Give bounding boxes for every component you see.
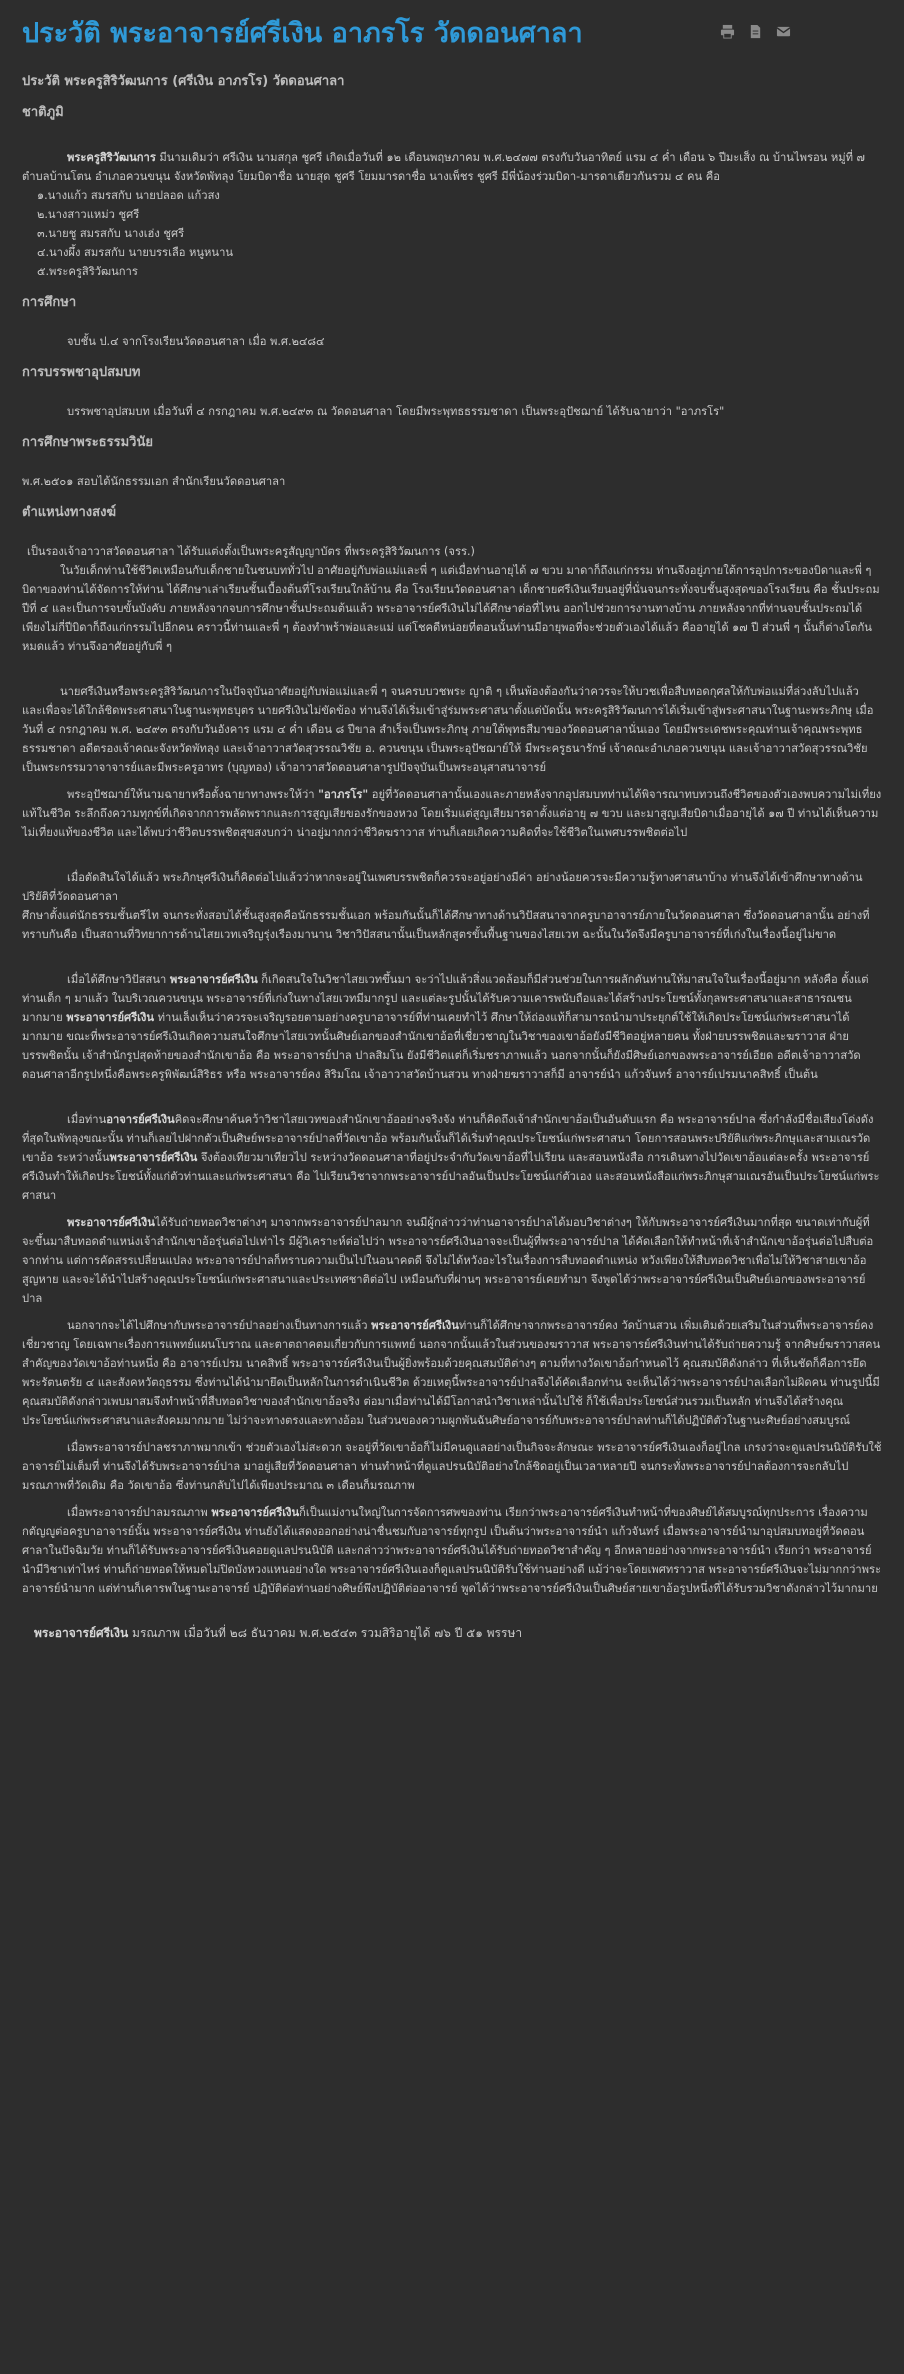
body-paragraph: เมื่อตัดสินใจได้แล้ว พระภิกษุศรีเงินก็คิดต่อไปแล้วว่าหากจะอยู่ในเพศบรรพชิตก็ควรจะอยู่อย่างมีค่า อย่างน้อยควรจะมีความรู้ทางศาสนาบ้าง ท่านจึงได้เข้าศึกษาทางด้านปริยัติที่วัดดอนศาลา [22, 871, 863, 903]
body-paragraph: ศึกษาตั้งแต่นักธรรมชั้นตรีไท จนกระทั่งสอบได้ชั้นสูงสุดคือนักธรรมชั้นเอก พร้อมกันนั้นก็ได้ศึกษาทางด้านวิปัสสนาจากครูบาอาจารย์ภายในวัดดอนศาลา ซึ่งวัดดอนศาลานั้น อย่างที่ทราบกันคือ เป็นสถานที่วิทยาการด้านไสยเวทเจริญรุ่งเรืองมานาน วิชาวิปัสสนานั้นเป็นหลักสูตรขั้นพื้นฐานของไสยเวท ฉะนั้นในวัดจึงมีครูบาอาจารย์ที่เก่งในเรื่องนี้อยู่ไม่ขาด [22, 909, 870, 941]
section-heading-position: ตำแหน่งทางสงฆ์ [22, 505, 117, 520]
death-paragraph: พระอาจารย์ศรีเงิน มรณภาพ เมื่อวันที่ ๒๘ ธันวาคม พ.ศ.๒๕๔๓ รวมสิริอายุได้ ๗๖ ปี ๕๑ พรรษา [34, 1626, 523, 1640]
pdf-icon[interactable] [746, 22, 764, 40]
body-paragraph: พระอาจารย์ศรีเงินได้รับถ่ายทอดวิชาต่างๆ มาจากพระอาจารย์ปาลมาก จนมีผู้กล่าวว่าท่านอาจารย์ปาลได้มอบวิชาต่างๆ ให้กับพระอาจารย์ศรีเงินมากที่สุด ขนาดเท่ากับผู้ที่จะขึ้นมาสืบทอดตำแหน่งเจ้าสำนักเขาอ้อรุ่นต่อไปเท่าไร มีผู้วิเคราะห์ต่อไปว่า พระอาจารย์ศรีเงินอาจจะเป็นผู้ที่พระอาจารย์ปาล ได้คัดเลือกให้ทำหน้าที่เจ้าสำนักเขาอ้อรุ่นต่อไปสืบต่อจากท่าน แต่การคัดสรรเปลี่ยนแปลง พระอาจารย์ปาลก็ทราบความเป็นไปในอนาคตดี จึงไม่ได้หวังอะไรในเรื่องการสืบทอดตำแหน่ง หวังเพียงให้สืบทอดวิชาเพื่อไม่ให้วิชาสายเขาอ้อสูญหาย และจะได้นำไปสร้างคุณประโยชน์แก่พระศาสนาและประเทศชาติต่อไป เหมือนกับที่ผ่านๆ พระอาจารย์เคยทำมา จึงพูดได้ว่าพระอาจารย์ศรีเงินเป็นศิษย์เอกของพระอาจารย์ปาล [22, 1216, 874, 1305]
body-paragraph: เมื่อพระอาจารย์ปาลชราภาพมากเข้า ช่วยตัวเองไม่สะดวก จะอยู่ที่วัดเขาอ้อก็ไม่มีคนดูแลอย่างเป็นกิจจะลักษณะ พระอาจารย์ศรีเงินเองก็อยู่ไกล เกรงว่าจะดูแลปรนนิบัติรับใช้อาจารย์ไม่เต็มที่ ท่านจึงได้รับพระอาจารย์ปาล มาอยู่เสียที่วัดดอนศาลา ท่านทำหน้าที่ดูแลปรนนิบัติอย่างใกล้ชิดอยู่เป็นเวลาหลายปี จนกระทั่งพระอาจารย์ปาลต้องการจะกลับไปมรณภาพที่วัดเดิม คือ วัดเขาอ้อ ซึ่งท่านกลับไปได้เพียงประมาณ ๓ เดือนก็มรณภาพ [22, 1441, 882, 1492]
siblings-list [37, 186, 882, 281]
list-item: ๕.พระครูสิริวัฒนการ [37, 265, 138, 278]
list-item: ๔.นางผึ้ง สมรสกับ นายบรรเลือ หนูหนาน [37, 246, 233, 259]
education-paragraph: จบชั้น ป.๔ จากโรงเรียนวัดดอนศาลา เมื่อ พ.ศ.๒๔๘๔ [67, 335, 325, 348]
section-heading-ordination: การบรรพชาอุปสมบท [22, 365, 141, 380]
byline: ประวัติ พระครูสิริวัฒนการ (ศรีเงิน อาภรโร) วัดดอนศาลา [22, 74, 345, 89]
body-paragraph: นอกจากจะได้ไปศึกษากับพระอาจารย์ปาลอย่างเป็นทางการแล้ว พระอาจารย์ศรีเงินท่านก็ได้ศึกษาจากพระอาจารย์คง วัดบ้านสวน เพิ่มเติมด้วยเสริมในส่วนที่พระอาจารย์คงเชี่ยวชาญ โดยเฉพาะเรื่องการแพทย์แผนโบราณ และตาตถาคตมเกี่ยวกับการแพทย์ นอกจากนั้นแล้วในส่วนของฆราวาส พระอาจารย์ศรีเงินท่านได้รับถ่ายความรู้ จากศิษย์ฆราวาสคนสำคัญของวัดเขาอ้อท่านหนึ่ง คือ อาจารย์เปรม นาคสิทธิ์ พระอาจารย์ศรีเงินเป็นผู้ยิ่งพร้อมด้วยคุณสมบัติต่างๆ ตามที่ทางวัดเขาอ้อกำหนดไว้ คุณสมบัติดังกล่าว ที่เห็นชัดก็คือการยึดพระรัตนตรัย ๔ และสังคหวัตถุธรรม ซึ่งท่านได้นำมายึดเป็นหลักในการดำเนินชีวิต ด้วยเหตุนี้พระอาจารย์ปาลจึงได้คัดเลือกท่าน จะเห็นได้ว่าพระอาจารย์ปาลเลือกไม่ผิดคน ท่านรูปนี้มีคุณสมบัติดังกล่าวเพบมาสมจึงทำหน้าที่สืบทอดวิชาของสำนักเขาอ้อจริง ต่อมาเมื่อท่านได้มีโอกาสนำวิชาเหล่านั้นไปใช้ ก็ใช้เพื่อประโยชน์ส่วนรวมเป็นหลัก ท่านจึงได้สร้างคุณประโยชน์แก่พระศาสนาและสังคมมากมาย ไม่ว่าจะทางตรงและทางอ้อม ในส่วนของความผูกพันฉันศิษย์อาจารย์กับพระอาจารย์ปาลท่านก็ได้ปฏิบัติตัวในฐานะศิษย์อย่างสมบูรณ์ [22, 1319, 881, 1427]
article-header [22, 8, 882, 62]
body-paragraph: นายศรีเงินหรือพระครูสิริวัฒนการในปัจจุบันอาศัยอยู่กับพ่อแม่และพี่ ๆ จนครบบวชพระ ญาติ ๆ เห็นพ้องต้องกันว่าควรจะให้บวชเพื่อสืบทอดกุศลให้กับพ่อแม่ที่ล่วงลับไปแล้ว และเพื่อจะได้ใกล้ชิดพระศาสนาในฐานะพุทธบุตร นายศรีเงินไม่ขัดข้อง ท่านจึงได้เริ่มเข้าสู่ร่มพระศาสนาตั้งแต่บัดนั้น พระครูสิริวัฒนการได้เริ่มเข้าสู่พระศาสนาในฐานะพระภิกษุ เมื่อวันที่ ๔ กรกฎาคม พ.ศ. ๒๔๙๓ ตรงกับวันอังคาร แรม ๔ ค่ำ เดือน ๘ ปีขาล สำเร็จเป็นพระภิกษุ ภายใต้พุทธสีมาของวัดดอนศาลานั่นเอง โดยมีพระเดชพระคุณท่านเจ้าคุณพระพุทธธรรมชาดา อดีตรองเจ้าคณะจังหวัดพัทลุง และเจ้าอาวาสวัดสุวรรณวิชัย อ. ควนขนุน เป็นพระอุปัชฌาย์ให้ มีพระครูธนารักษ์ เจ้าคณะอำเภอควนขนุน และเจ้าอาวาสวัดสุวรรณวิชัย เป็นพระกรรมวาจาจารย์และมีพระครูอาทร (บุญทอง) เจ้าอาวาสวัดดอนศาลารูปปัจจุบันเป็นพระอนุสาสนาจารย์ [22, 685, 874, 774]
print-icon[interactable] [718, 22, 736, 40]
subject-name: พระครูสิริวัฒนการ [67, 151, 156, 164]
ordination-paragraph: บรรพชาอุปสมบท เมื่อวันที่ ๔ กรกฎาคม พ.ศ.๒๔๙๓ ณ วัดดอนศาลา โดยมีพระพุทธธรรมชาดา เป็นพระอุปัชฌาย์ ได้รับฉายาว่า "อาภรโร" [67, 405, 725, 418]
article-tools [718, 8, 882, 40]
section-heading-dhamma: การศึกษาพระธรรมวินัย [22, 435, 153, 450]
section-heading-education: การศึกษา [22, 295, 77, 310]
body-paragraph: พระอุปัชฌาย์ให้นามฉายาหรือตั้งฉายาทางพระให้ว่า "อาภรโร" อยู่ที่วัดดอนศาลานั้นเองและภายหลังจากอุปสมบทท่านได้พิจารณาทบทวนถึงชีวิตของตัวเองพบความไม่เที่ยงแท้ในชีวิต ระลึกถึงความทุกข์ที่เกิดจากการพลัดพรากและการสูญเสียของรักของหวง โดยเริ่มแต่สูญเสียมารดาตั้งแต่อายุ ๗ ขวบ และมาสูญเสียบิดาเมื่ออายุได้ ๑๗ ปี ท่านได้เห็นความไม่เที่ยงแท้ของชีวิต และได้พบว่าชีวิตบรรพชิตสุขสงบกว่า น่าอยู่มากกว่าชีวิตฆราวาส ท่านก็เลยเกิดความคิดที่จะใช้ชีวิตในเพศบรรพชิตต่อไป [22, 788, 882, 839]
page-title[interactable]: ประวัติ พระอาจารย์ศรีเงิน อาภรโร วัดดอนศาลา [22, 18, 583, 49]
birth-paragraph: พระครูสิริวัฒนการ มีนามเดิมว่า ศรีเงิน นามสกุล ชูศรี เกิดเมื่อวันที่ ๑๒ เดือนพฤษภาคม พ.ศ.๒๔๗๗ ตรงกับวันอาทิตย์ แรม ๔ ค่ำ เดือน ๖ ปีมะเส็ง ณ บ้านไพรอน หมู่ที่ ๗ ตำบลบ้านโตน อำเภอควนขนุน จังหวัดพัทลุง โยมบิดาชื่อ นายสุด ชูศรี โยมมารดาชื่อ นางเพ็ชร ชูศรี มีพี่น้องร่วมบิดา-มารดาเดียวกันรวม ๔ คน คือ [22, 151, 865, 183]
article [22, 0, 882, 1643]
body-paragraph: ในวัยเด็กท่านใช้ชีวิตเหมือนกับเด็กชายในชนบททั่วไป อาศัยอยู่กับพ่อแม่และพี่ ๆ แต่เมื่อท่านอายุได้ ๗ ขวบ มาดาก็ถึงแก่กรรม ท่านจึงอยู่ภายใต้การอุปการะของบิดาและพี่ ๆ บิดาของท่านได้จัดการให้ท่าน ได้ศึกษาเล่าเรียนชั้นเบื้องต้นที่โรงเรียนใกล้บ้าน คือ โรงเรียนวัดดอนศาลา เด็กชายศรีเงินเรียนอยู่ที่นั่นจนกระทั่งจบชั้นสูงสุดของโรงเรียน คือ ชั้นประถมปีที่ ๔ และเป็นการจบขั้นบังคับ ภายหลังจากจบการศึกษาชั้นประถมต้นแล้ว พระอาจารย์ศรีเงินไม่ได้ศึกษาต่อที่ไหน ออกไปช่วยการงานทางบ้าน ภายหลังจากที่ท่านจบชั้นประถมได้เพียงไม่กี่ปีบิดาก็ถึงแก่กรรมไปอีกคน คราวนี้ท่านและพี่ ๆ ต้องทำพร้าพ่อและแม่ แต่โชคดีหน่อยที่ตอนนั้นท่านมีอายุพอที่จะช่วยตัวเองได้แล้ว คืออายุได้ ๑๗ ปี ส่วนพี่ ๆ นั้นก็ต่างโตกันหมดแล้ว ท่านจึงอาศัยอยู่กับพี่ ๆ [22, 564, 880, 653]
dhamma-paragraph: พ.ศ.๒๕๐๑ สอบได้นักธรรมเอก สำนักเรียนวัดดอนศาลา [22, 475, 286, 488]
list-item: ๓.นายชู สมรสกับ นางเฮ่ง ชูศรี [37, 227, 185, 240]
section-heading-birth: ชาติภูมิ [22, 105, 64, 120]
body-paragraph: เมื่อได้ศึกษาวิปัสสนา พระอาจารย์ศรีเงิน ก็เกิดสนใจในวิชาไสยเวทขึ้นมา จะว่าไปแล้วสิ่งแวดล้อมก็มีส่วนช่วยในการผลักดันท่านให้มาสนใจในเรื่องนี้อยู่มาก หลังคือ ตั้งแต่ท่านเด็ก ๆ มาแล้ว ในบริเวณควนขนุน พระอาจารย์ที่เก่งในทางไสยเวทมีมากรูป และแต่ละรูปนั้นได้รับความเคารพนับถือและได้สร้างประโยชน์ทั้งกุลพระศาสนาและสาธารณชนมากมาย พระอาจารย์ศรีเงิน ท่านเล็งเห็นว่าควรจะเจริญรอยตามอย่างครูบาอาจารย์ที่ท่านเคยทำไว้ ศึกษาให้ถ่องแท้ก็สามารถนำมาประยุกต์ใช้ให้เกิดประโยชน์แก่พระศาสนาได้มากมาย ขณะที่พระอาจารย์ศรีเงินเกิดความสนใจศึกษาไสยเวทนั้นศิษย์เอกของสำนักเขาอ้อที่เชี่ยวชาญในวิชาของเขาอ้อยังมีชีวิตอยู่หลายคน ทั้งฝ่ายบรรพชิตและฆราวาส ฝ่ายบรรพชิตนั้น เจ้าสำนักรูปสุดท้ายของสำนักเขาอ้อ คือ พระอาจารย์ปาล ปาลสิมโน ยังมีชีวิตแต่ก็เริ่มชราภาพแล้ว นอกจากนั้นก็ยังมีศิษย์เอกของพระอาจารย์เอียด อดีตเจ้าอาวาสวัดดอนศาลาอีกรูปหนึ่งคือพระครูพิพัฒน์สิริธร หรือ พระอาจารย์คง สิริมโณ เจ้าอาวาสวัดบ้านสวน ทางฝ่ายฆราวาสก็มี อาจารย์นำ แก้วจันทร์ อาจารย์เปรมนาคสิทธิ์ เป็นต้น [22, 973, 869, 1081]
list-item: ๑.นางแก้ว สมรสกับ นายปลอด แก้วสง [37, 189, 220, 202]
position-paragraph: เป็นรองเจ้าอาวาสวัดดอนศาลา ได้รับแต่งตั้งเป็นพระครูสัญญาบัตร ที่พระครูสิริวัฒนการ (จรร.) [27, 545, 475, 558]
body-paragraph: เมื่อพระอาจารย์ปาลมรณภาพ พระอาจารย์ศรีเงินก็เป็นแม่งานใหญ่ในการจัดการศพของท่าน เรียกว่าพระอาจารย์ศรีเงินทำหน้าที่ของศิษย์ได้สมบูรณ์ทุกประการ เรื่องความกตัญญูต่อครูบาอาจารย์นั้น พระอาจารย์ศรีเงิน ท่านยังได้แสดงออกอย่างน่าชื่นชมกับอาจารย์ทุกรูป เป็นต้นว่าพระอาจารย์นำ แก้วจันทร์ เมื่อพระอาจารย์นำมาอุปสมบทอยู่ที่วัดดอนศาลาในปัจฉิมวัย ท่านก็ได้รับพระอาจารย์ศรีเงินคอยดูแลปรนนิบัติ และกล่าวว่าพระอาจารย์ศรีเงินได้รับถ่ายทอดวิชาสำคัญ ๆ อีกหลายอย่างจากพระอาจารย์นำ เรียกว่า พระอาจารย์นำมีวิชาเท่าไหร่ ท่านก็ถ่ายทอดให้หมดไม่ปิดบังหวงแหนอย่างใด พระอาจารย์ศรีเงินเองก็ดูแลปรนนิบัติรับใช้ท่านอย่างดี แม้ว่าจะโดยเพศทราวาส พระอาจารย์ศรีเงินจะไม่มากกว่าพระอาจารย์นำมาก แต่ท่านก็เคารพในฐานะอาจารย์ ปฏิบัติต่อท่านอย่างศิษย์พึงปฏิบัติต่ออาจารย์ พูดได้ว่าพระอาจารย์ศรีเงินเป็นศิษย์สายเขาอ้อรูปหนึ่งที่ได้รับรวมวิชาดังกล่าวไว้มากมาย [22, 1506, 882, 1595]
list-item: ๒.นางสาวแหม่ว ชูศรี [37, 208, 140, 221]
body-paragraph: เมื่อท่านอาจารย์ศรีเงินคิดจะศึกษาค้นคว้าวิชาไสยเวทของสำนักเขาอ้ออย่างจริงจัง ท่านก็คิดถึงเจ้าสำนักเขาอ้อเป็นอันดับแรก คือ พระอาจารย์ปาล ซึ่งกำลังมีชื่อเสียงโด่งดังที่สุดในพัทลุงขณะนั้น ท่านก็เลยไปฝากตัวเป็นศิษย์พระอาจารย์ปาลที่วัดเขาอ้อ พร้อมกันนั้นก็ได้เริ่มทำคุณประโยชน์แก่พระศาสนา โดยการสอนพระปริยัติแก่พระภิกษุและสามเณรวัดเขาอ้อ ระหว่างนั้นพระอาจารย์ศรีเงิน จึงต้องเทียวมาเทียวไป ระหว่างวัดดอนศาลาที่อยู่ประจำกับวัดเขาอ้อที่ไปเรียน และสอนหนังสือ การเดินทางไปวัดเขาอ้อแต่ละครั้ง พระอาจารย์ศรีเงินทำให้เกิดประโยชน์ทั้งแก่ตัวท่านและแก่พระศาสนา คือ ไปเรียนวิชาจากพระอาจารย์ปาลอันเป็นประโยชน์แก่ตัวเอง และสอนหนังสือแก่พระภิกษุสามเณรอันเป็นประโยชน์แก่พระศาสนา [22, 1113, 880, 1202]
email-icon[interactable] [774, 22, 792, 40]
